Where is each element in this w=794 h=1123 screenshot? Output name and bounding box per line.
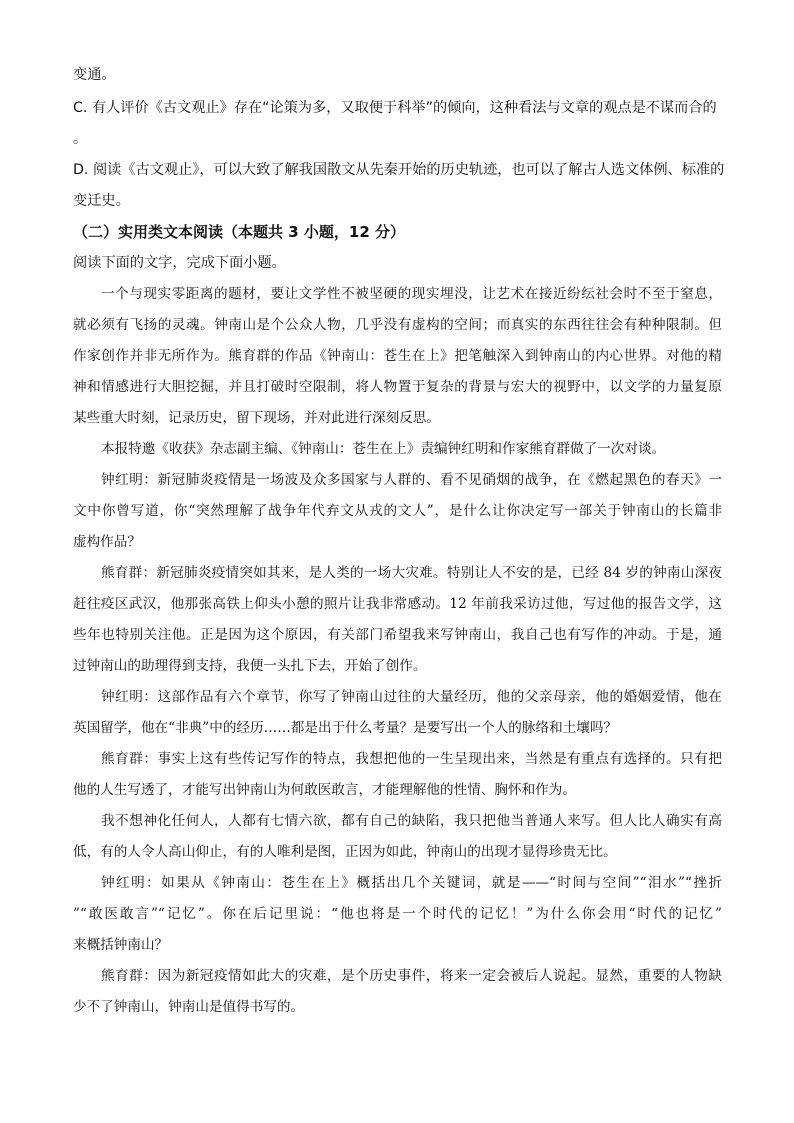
article-line: ”“敢医敢言”“记忆”。你在后记里说：“他也将是一个时代的记忆！”为什么你会用“时代的记忆” bbox=[73, 906, 722, 922]
option-c-line-2: 。 bbox=[73, 131, 88, 147]
article-line: 我不想神化任何人，人都有七情六欲，都有自己的缺陷，我只把他当普通人来写。但人比人确实有高 bbox=[101, 813, 722, 829]
article-line: 熊育群：事实上这有些传记写作的特点，我想把他的一生呈现出来，当然是有重点有选择的。只有把 bbox=[101, 751, 722, 767]
article-line: 某些重大时刻，记录历史，留下现场，并对此进行深刻反思。 bbox=[73, 410, 441, 426]
article-line: 来概括钟南山？ bbox=[73, 937, 169, 953]
article-line: 虚构作品？ bbox=[73, 534, 141, 550]
article-line: 就必须有飞扬的灵魂。钟南山是个公众人物，几乎没有虚构的空间；而真实的东西往往会有种种限制。但 bbox=[73, 317, 722, 333]
option-c-line-1: C. 有人评价《古文观止》存在“论策为多，又取便于科举”的倾向，这种看法与文章的观点是不谋而合的 bbox=[73, 100, 717, 116]
article-line: 钟红明：这部作品有六个章节，你写了钟南山过往的大量经历，他的父亲母亲，他的婚姻爱情，他在 bbox=[101, 689, 722, 705]
article-line: 他的人生写透了，才能写出钟南山为何敢医敢言，才能理解他的性情、胸怀和作为。 bbox=[73, 782, 576, 798]
article-line: 钟红明：新冠肺炎疫情是一场波及众多国家与人群的、看不见硝烟的战争，在《燃起黑色的春天》一 bbox=[101, 472, 722, 488]
article-line: 少不了钟南山，钟南山是值得书写的。 bbox=[73, 999, 305, 1015]
article-line: 低，有的人令人高山仰止，有的人唯利是图，正因为如此，钟南山的出现才显得珍贵无比。 bbox=[73, 844, 617, 860]
article-line: 些年也特别关注他。正是因为这个原因，有关部门希望我来写钟南山，我自己也有写作的冲动。于是，通 bbox=[73, 627, 722, 643]
article-line: 神和情感进行大胆挖掘，并且打破时空限制，将人物置于复杂的背景与宏大的视野中，以文学的力量复原 bbox=[73, 379, 722, 395]
article-line: 本报特邀《收获》杂志副主编、《钟南山：苍生在上》责编钟红明和作家熊育群做了一次对谈。 bbox=[101, 441, 666, 457]
article-line: 英国留学，他在“非典”中的经历……都是出于什么考量？是要写出一个人的脉络和土壤吗？ bbox=[73, 720, 618, 736]
article-line: 过钟南山的助理得到支持，我便一头扎下去，开始了创作。 bbox=[73, 658, 427, 674]
section-instruction: 阅读下面的文字，完成下面小题。 bbox=[73, 255, 286, 271]
article-line: 作家创作并非无所作为。熊育群的作品《钟南山：苍生在上》把笔触深入到钟南山的内心世界。对他的精 bbox=[73, 348, 722, 364]
article-line: 一个与现实零距离的题材，要让文学性不被坚硬的现实埋没，让艺术在接近纷纭社会时不至于窒息， bbox=[101, 286, 722, 302]
article-line: 钟红明：如果从《钟南山：苍生在上》概括出几个关键词，就是——“时间与空间”“泪水”“挫折 bbox=[101, 875, 722, 891]
section-heading: （二）实用类文本阅读（本题共 3 小题，12 分） bbox=[73, 223, 405, 241]
article-line: 熊育群：新冠肺炎疫情突如其来，是人类的一场大灾难。特别让人不安的是，已经 84 岁的钟南山深夜 bbox=[101, 565, 722, 581]
article-line: 熊育群：因为新冠疫情如此大的灾难，是个历史事件，将来一定会被后人说起。显然，重要的人物缺 bbox=[101, 968, 722, 984]
option-d-line-2: 变迁史。 bbox=[73, 193, 130, 209]
option-d-line-1: D. 阅读《古文观止》，可以大致了解我国散文从先秦开始的历史轨迹，也可以了解古人选文体例、标准的 bbox=[73, 162, 725, 178]
option-b-tail: 变通。 bbox=[73, 67, 116, 83]
article-line: 赶往疫区武汉，他那张高铁上仰头小憩的照片让我非常感动。12 年前我采访过他，写过他的报告文学，这 bbox=[73, 596, 722, 612]
article-line: 文中你曾写道，你“突然理解了战争年代弃文从戎的文人”，是什么让你决定写一部关于钟南山的长篇非 bbox=[73, 503, 722, 519]
